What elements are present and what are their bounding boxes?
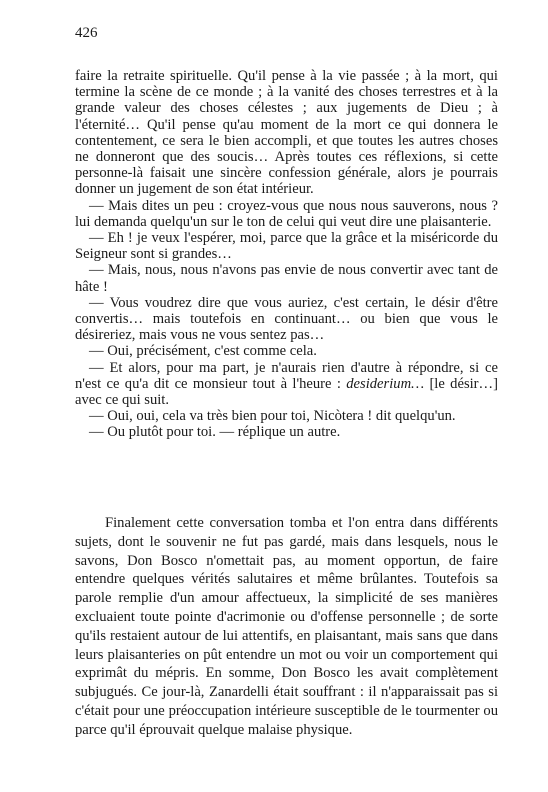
- dialogue-line: — Eh ! je veux l'espérer, moi, parce que la grâce et la miséricorde du Seigneur sont si grandes…: [75, 230, 498, 263]
- latin-quote: desiderium…: [346, 375, 425, 392]
- dialogue-line: — Ou plutôt pour toi. — réplique un autre.: [89, 424, 341, 441]
- paragraph: faire la retraite spirituelle. Qu'il pense à la vie passée ; à la mort, qui termine la scène de ce monde ; à la vanité des choses terrestres et à la grande valeur des choses célestes ; aux jugements de Dieu ; à l'éternité… Qu'il pense qu'au moment de la mort ce qui donnera le contentement, ce sera le bien accompli, et que toutes les autres choses ne donneront que des soucis… Après toutes ces réflexions, si cette personne-là faisait une sincère confession générale, alors je pourrais donner un jugement de son état intérieur.: [75, 68, 498, 198]
- dialogue-line: — Oui, oui, cela va très bien pour toi, Nicòtera ! dit quelqu'un.: [89, 408, 456, 425]
- dialogue-line: — Mais dites un peu : croyez-vous que nous nous sauverons, nous ? lui demanda quelqu'un sur le ton de celui qui veut dire une plaisanterie.: [75, 197, 498, 230]
- dialogue-line: — Mais, nous, nous n'avons pas envie de nous convertir avec tant de hâte !: [75, 262, 498, 295]
- dialogue-line: [75, 360, 498, 409]
- dialogue-line: — Oui, précisément, c'est comme cela.: [89, 343, 317, 360]
- page-number: 426: [75, 25, 98, 41]
- dialogue-text: — Et alors, pour ma part, je n'aurais rien d'autre à répondre, si ce n'est ce qu'a dit ce monsieur tout à l'heure :: [75, 359, 498, 392]
- dialogue-block: [75, 68, 498, 441]
- dialogue-line: — Vous voudrez dire que vous auriez, c'est certain, le désir d'être convertis… mais toutefois en continuant… ou bien que vous le désireriez, mais vous ne vous sentez pas…: [75, 294, 498, 344]
- dialogue-text: [le désir…] avec ce qui suit.: [75, 375, 498, 409]
- paragraph: Finalement cette conversation tomba et l'on entra dans différents sujets, dont le souvenir ne fut pas gardé, mais dans lesquels, nous le savons, Don Bosco n'omettait pas, au moment opportun, de faire entendre quelques vérités salutaires et même brûlantes. Toutefois sa parole remplie d'un amour affectueux, la simplicité de ses manières excluaient toute pointe d'acrimonie ou d'offense personnelle ; de sorte qu'ils restaient autour de lui attentifs, en plaisantant, mais sans que dans leurs plaisanteries on pût entendre un mot ou voir un comportement qui exprimât du mépris. En somme, Don Bosco les avait complètement subjugués. Ce jour-là, Zanardelli était souffrant : il n'apparaissait pas si c'était pour une préoccupation intérieure susceptible de le tourmenter ou parce qu'il éprouvait quelque malaise physique.: [75, 515, 498, 738]
- narrative-block: [75, 514, 498, 740]
